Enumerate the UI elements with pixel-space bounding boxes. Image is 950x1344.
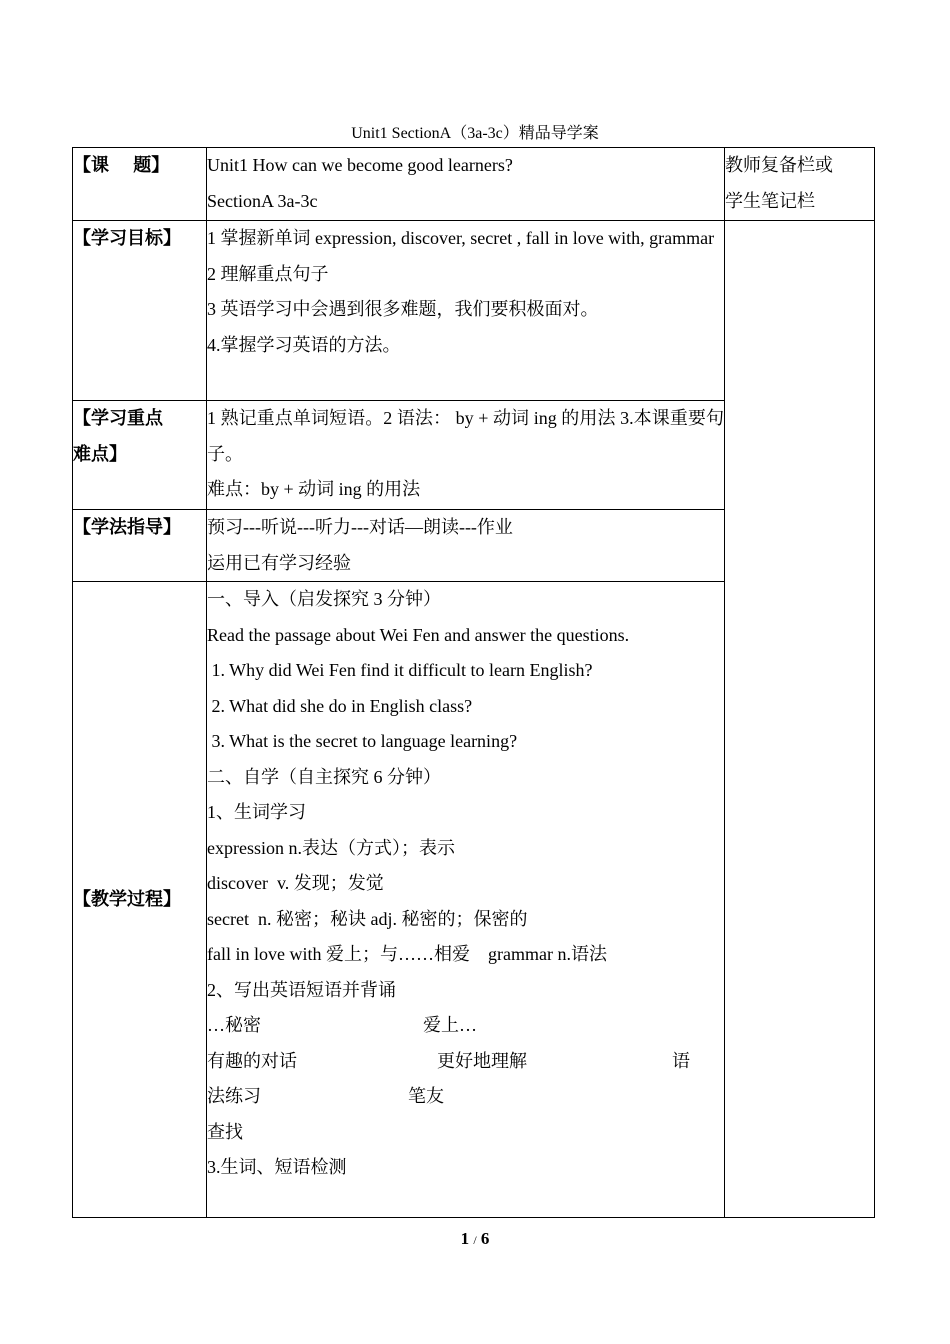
key-point-1: 1 熟记重点单词短语。2 语法： by + 动词 ing 的用法 3.本课重要句子。 <box>207 408 724 464</box>
phrase-row-3 <box>207 1079 724 1115</box>
process-line: 二、自学（自主探究 6 分钟） <box>207 766 441 787</box>
objective-1: 1 掌握新单词 expression, discover, secret , fall in love with, grammar <box>207 228 715 248</box>
objectives-content <box>207 221 725 401</box>
topic-content <box>207 148 725 221</box>
phrase-understand-better: 更好地理解 <box>437 1050 527 1071</box>
page-separator: / <box>473 1233 477 1247</box>
phrase-row-1 <box>207 1008 724 1044</box>
phrase-pen-pal: 笔友 <box>408 1086 444 1106</box>
process-line: 2. What did she do in English class? <box>207 695 473 716</box>
section-title: SectionA 3a-3c <box>207 190 318 211</box>
phrase-row-2 <box>207 1044 724 1080</box>
objective-2: 2 理解重点句子 <box>207 263 329 284</box>
notes-header-line1: 教师复备栏或 <box>725 155 833 175</box>
process-line: fall in love with 爱上；与……相爱 grammar n.语法 <box>207 944 607 964</box>
objective-3: 3 英语学习中会遇到很多难题，我们要积极面对。 <box>207 299 599 319</box>
objective-4: 4.掌握学习英语的方法。 <box>207 334 401 355</box>
notes-header-line2: 学生笔记栏 <box>725 190 815 211</box>
process-line: 1. Why did Wei Fen find it difficult to learn English? <box>207 660 593 680</box>
topic-row <box>73 148 875 221</box>
objectives-label: 【学习目标】 <box>73 221 207 401</box>
phrase-secret: …秘密 <box>207 1015 261 1035</box>
process-label: 【教学过程】 <box>73 582 207 1218</box>
key-points-label-line1: 【学习重点 <box>73 408 163 429</box>
topic-label: 【课 题】 <box>73 148 207 221</box>
process-line: discover v. 发现；发觉 <box>207 873 384 893</box>
key-point-difficulty: 难点：by + 动词 ing 的用法 <box>207 479 421 499</box>
process-line: 1、生词学习 <box>207 802 306 822</box>
total-pages: 6 <box>480 1229 490 1248</box>
document-title: Unit1 SectionA（3a-3c）精品导学案 <box>351 125 599 142</box>
key-points-label-line2: 难点】 <box>73 443 127 465</box>
method-label: 【学法指导】 <box>73 510 207 582</box>
vocab-check: 3.生词、短语检测 <box>207 1157 347 1177</box>
phrase-fall-in-love: 爱上… <box>423 1015 477 1035</box>
process-line: expression n.表达（方式）；表示 <box>207 837 455 858</box>
method-content <box>207 510 725 582</box>
phrase-grammar-practice: 法练习 <box>207 1086 261 1106</box>
unit-title: Unit1 How can we become good learners? <box>207 155 513 175</box>
method-line-2: 运用已有学习经验 <box>207 552 351 573</box>
process-line: 3. What is the secret to language learning? <box>207 731 518 751</box>
phrase-look-up: 查找 <box>207 1121 243 1142</box>
process-line: secret n. 秘密；秘诀 adj. 秘密的；保密的 <box>207 908 528 929</box>
phrase-interesting-dialogue: 有趣的对话 <box>207 1050 297 1071</box>
phrase-row-4 <box>207 1115 724 1151</box>
notes-column <box>725 221 875 1218</box>
current-page: 1 <box>460 1229 470 1248</box>
process-line: Read the passage about Wei Fen and answer the questions. <box>207 624 630 645</box>
process-content <box>207 582 725 1218</box>
key-points-label <box>73 401 207 510</box>
method-line-1: 预习---听说---听力---对话—朗读---作业 <box>207 517 513 537</box>
key-points-content <box>207 401 725 510</box>
notes-header <box>725 148 875 221</box>
phrase-grammar-start: 语 <box>672 1050 690 1071</box>
lesson-plan-table <box>72 147 875 1218</box>
objectives-row <box>73 221 875 401</box>
process-line: 一、导入（启发探究 3 分钟） <box>207 589 441 609</box>
process-line: 2、写出英语短语并背诵 <box>207 979 396 1000</box>
page-number <box>0 1229 950 1249</box>
